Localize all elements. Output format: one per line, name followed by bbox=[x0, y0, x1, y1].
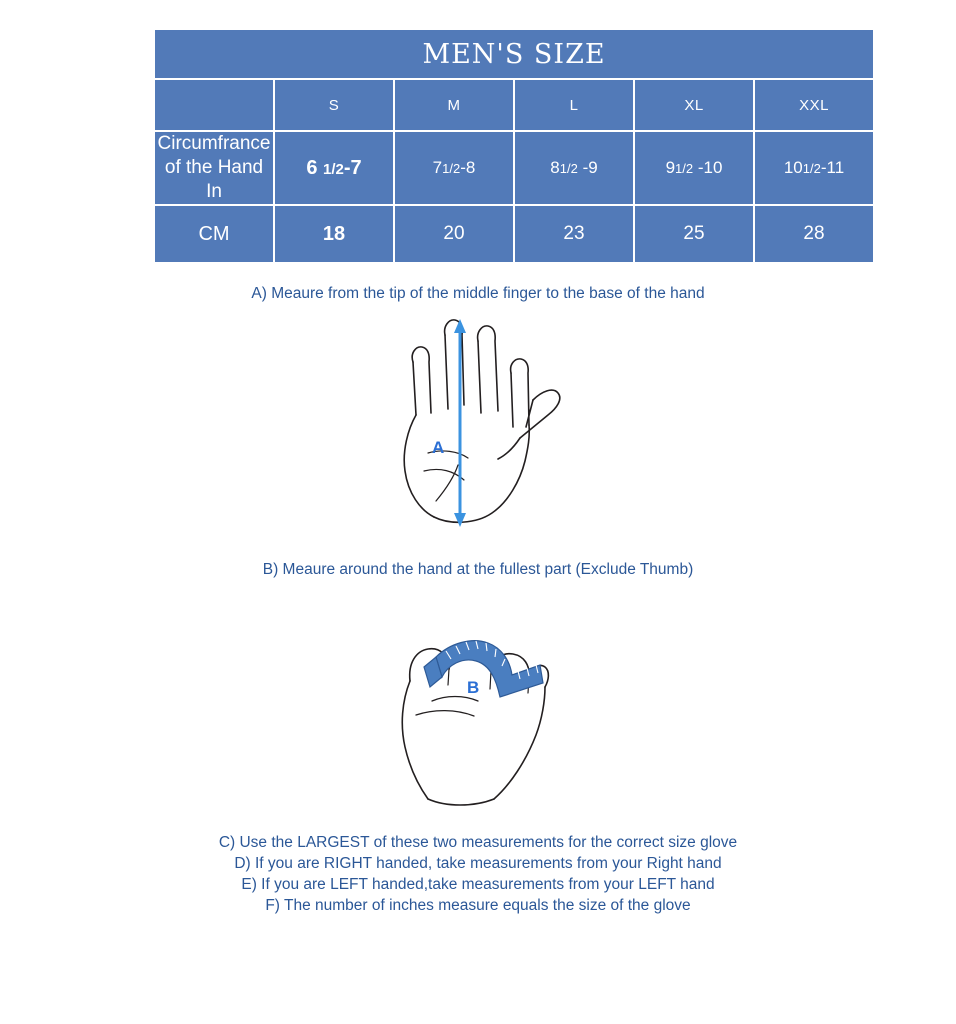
table-header-row bbox=[155, 80, 873, 130]
cell-circumference-xl: 91/2 -10 bbox=[635, 132, 753, 204]
instruction-line-f: F) The number of inches measure equals the size of the glove bbox=[265, 897, 691, 914]
table-row bbox=[155, 206, 873, 262]
row-label-cm: CM bbox=[155, 206, 273, 262]
cell-cm-s: 18 bbox=[275, 206, 393, 262]
hand-length-diagram bbox=[350, 305, 610, 555]
cell-circumference-m: 71/2-8 bbox=[395, 132, 513, 204]
header-size-l: L bbox=[515, 80, 633, 130]
measuring-tape bbox=[424, 641, 543, 697]
instruction-line-d: D) If you are RIGHT handed, take measurements from your Right hand bbox=[234, 855, 722, 872]
measure-label-b: B bbox=[467, 678, 480, 697]
table-row bbox=[155, 132, 873, 204]
table-title: MEN'S SIZE bbox=[155, 30, 873, 78]
header-size-xxl: XXL bbox=[755, 80, 873, 130]
header-size-m: M bbox=[395, 80, 513, 130]
instruction-line-e: E) If you are LEFT handed,take measurements from your LEFT hand bbox=[241, 876, 715, 893]
mens-size-table bbox=[153, 28, 875, 264]
hand-circumference-diagram bbox=[350, 585, 610, 830]
cell-cm-l: 23 bbox=[515, 206, 633, 262]
table-title-row bbox=[155, 30, 873, 78]
measure-label-a: A bbox=[432, 438, 445, 457]
cell-circumference-l: 81/2 -9 bbox=[515, 132, 633, 204]
cell-cm-xl: 25 bbox=[635, 206, 753, 262]
cell-circumference-xxl: 101/2-11 bbox=[755, 132, 873, 204]
header-size-xl: XL bbox=[635, 80, 753, 130]
caption-a: A) Meaure from the tip of the middle finger to the base of the hand bbox=[251, 285, 705, 302]
cell-circumference-s: 6 1/2-7 bbox=[275, 132, 393, 204]
row-label-circumference: Circumfrance of the Hand In bbox=[155, 132, 273, 204]
header-size-s: S bbox=[275, 80, 393, 130]
fist-with-tape-illustration bbox=[350, 585, 610, 825]
cell-cm-xxl: 28 bbox=[755, 206, 873, 262]
header-blank bbox=[155, 80, 273, 130]
open-hand-illustration bbox=[350, 305, 610, 550]
instruction-line-c: C) Use the LARGEST of these two measurements for the correct size glove bbox=[218, 834, 738, 851]
measure-arrow-a bbox=[454, 319, 466, 527]
cell-cm-m: 20 bbox=[395, 206, 513, 262]
instructions-footer bbox=[0, 832, 956, 916]
caption-b: B) Meaure around the hand at the fullest part (Exclude Thumb) bbox=[262, 561, 694, 578]
